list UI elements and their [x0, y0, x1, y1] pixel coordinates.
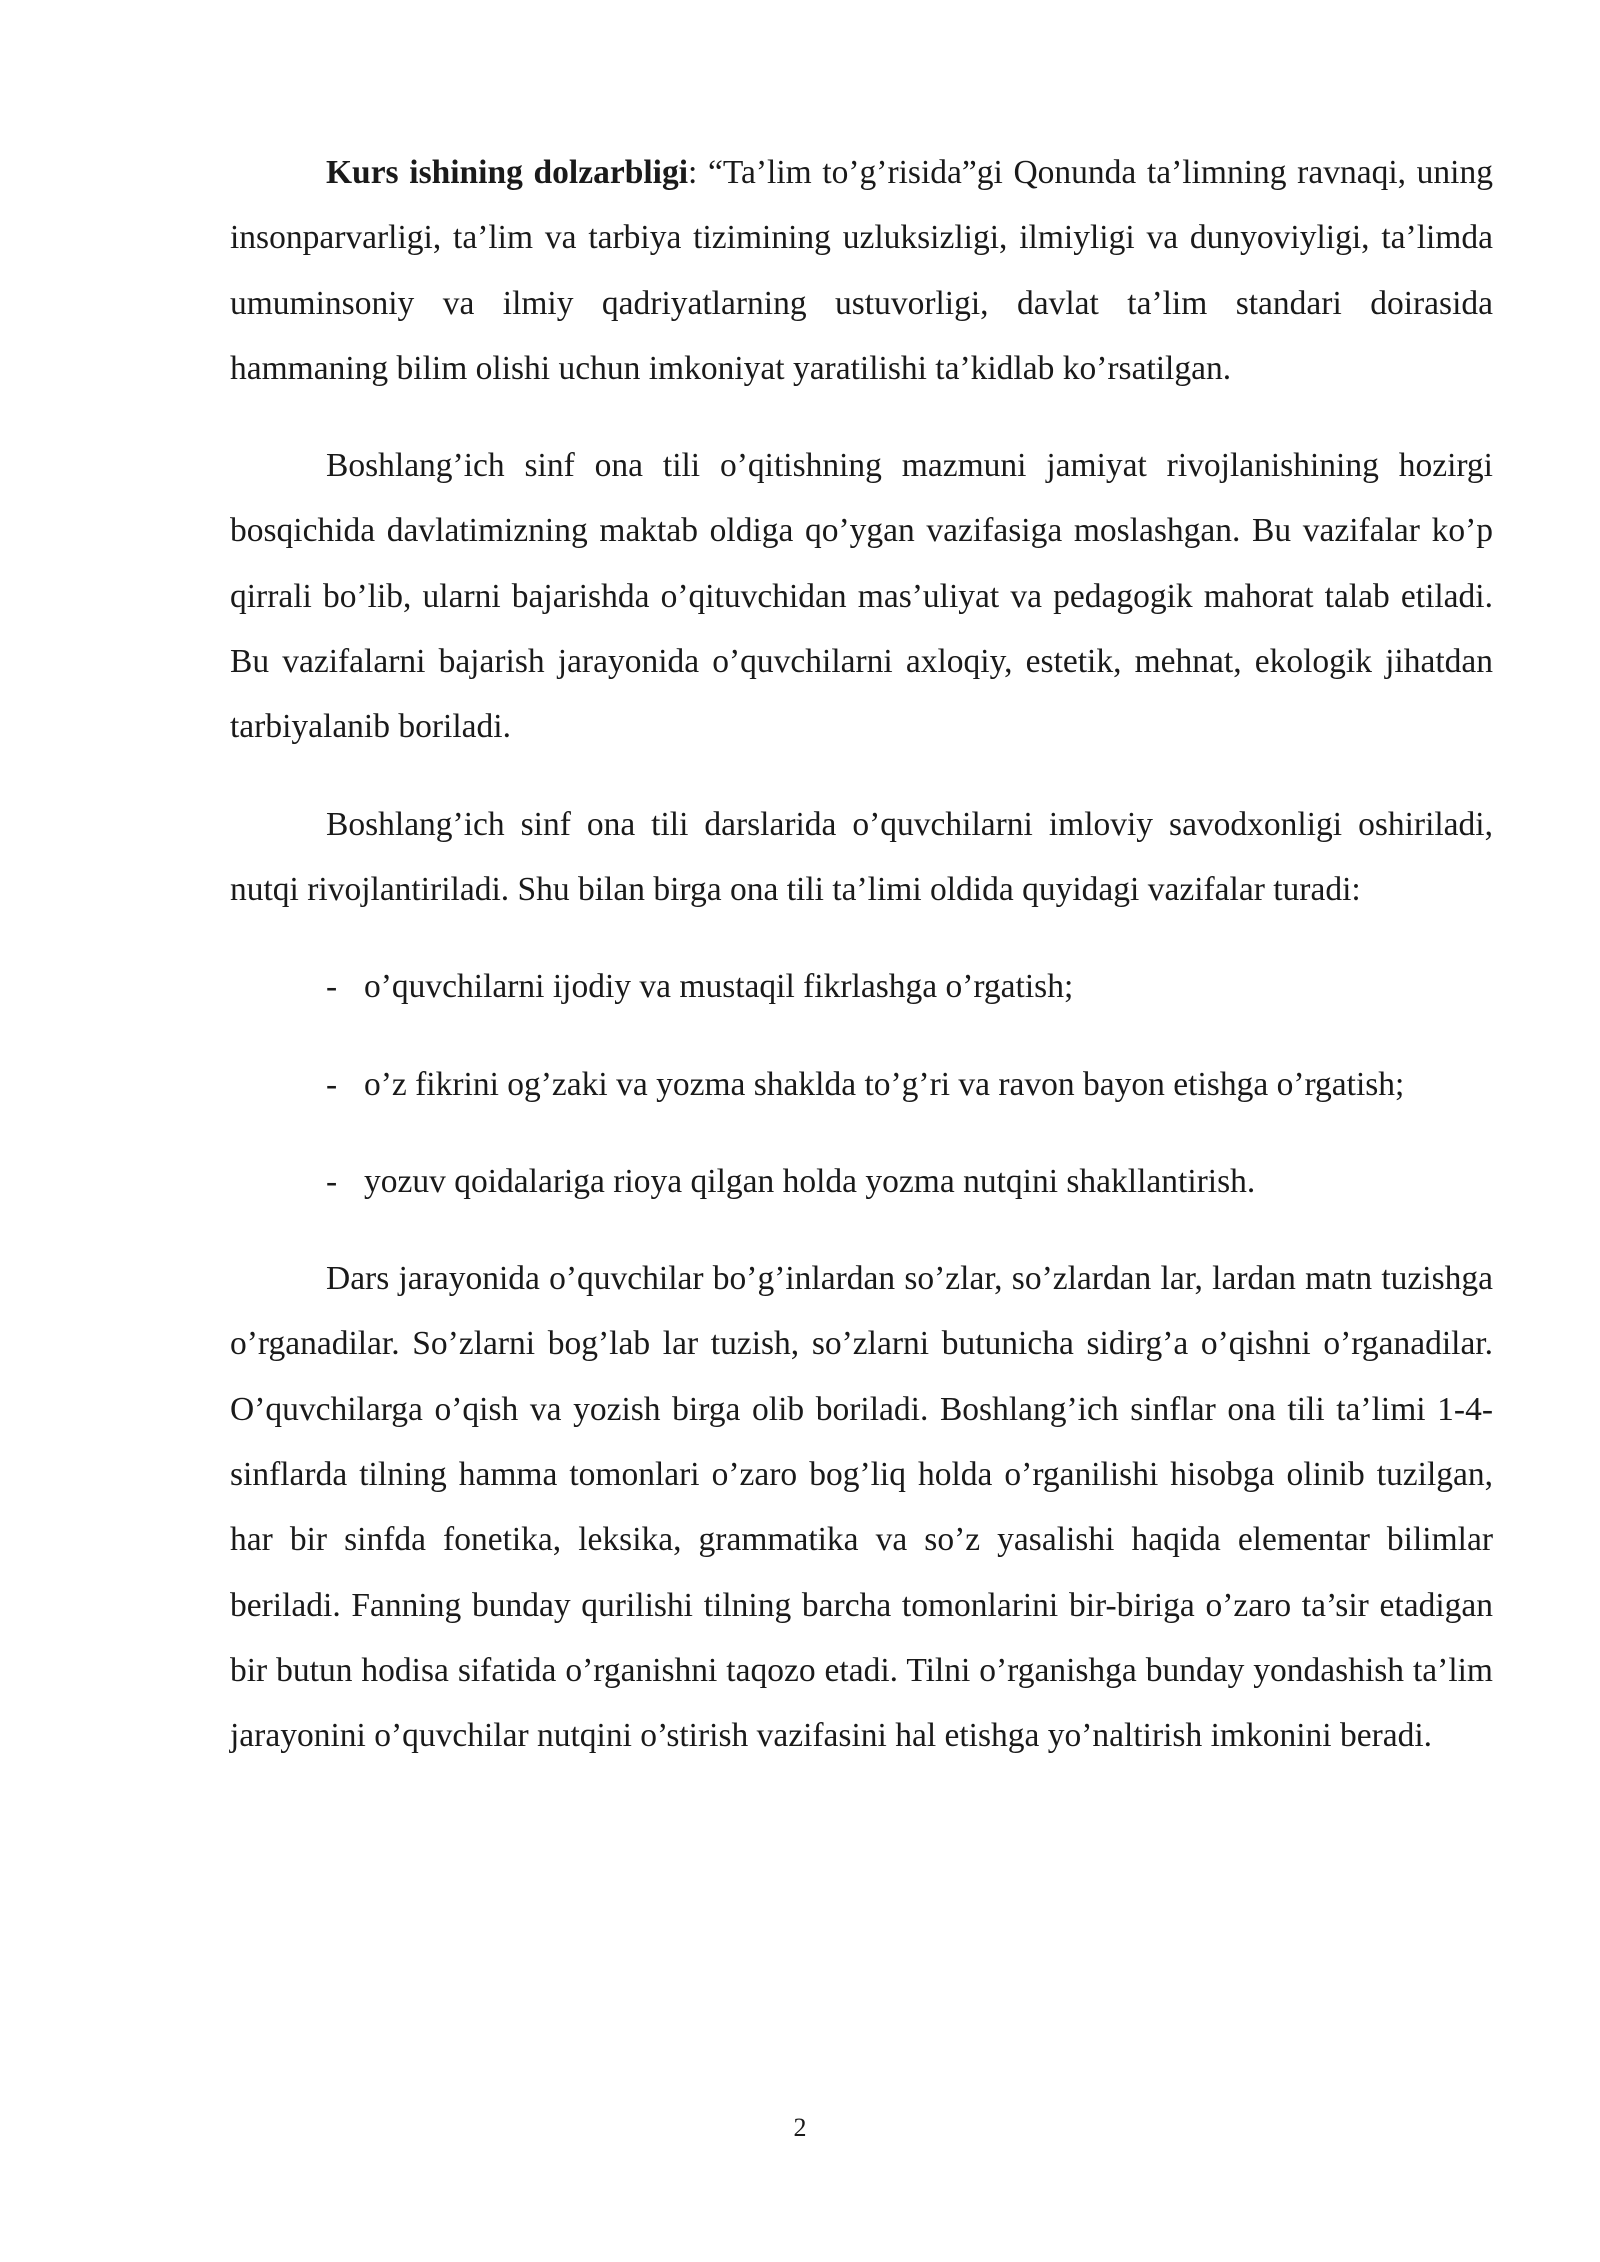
- relevance-text: : “Ta’lim to’g’risida”gi Qonunda ta’limning ravnaqi, uning insonparvarligi, ta’lim va tarbiya tizimining uzluksizligi, ilmiyligi va dunyoviyligi, ta’limda umuminsoniy va ilmiy qadriyatlarning ustuvorligi, davlat ta’lim standari doirasida hammaning bilim olishi uchun imkoniyat yaratilishi ta’kidlab ko’rsatilgan.: [230, 154, 1493, 387]
- paragraph-lesson-process: Dars jarayonida o’quvchilar bo’g’inlardan so’zlar, so’zlardan lar, lardan matn tuzishga o’rganadilar. So’zlarni bog’lab lar tuzish, so’zlarni butunicha sidirg’a o’qishni o’rganadilar. O’quvchilarga o’qish va yozish birga olib boriladi. Boshlang’ich sinflar ona tili ta’limi 1-4-sinflarda tilning hamma tomonlari o’zaro bog’liq holda o’rganilishi hisobga olinib tuzilgan, har bir sinfda fonetika, leksika, grammatika va so’z yasalishi haqida elementar bilimlar beriladi. Fanning bunday qurilishi tilning barcha tomonlarini bir-biriga o’zaro ta’sir etadigan bir butun hodisa sifatida o’rganishni taqozo etadi. Tilni o’rganishga bunday yondashish ta’lim jarayonini o’quvchilar nutqini o’stirish vazifasini hal etishga yo’naltirish imkonini beradi.: [230, 1260, 1493, 1755]
- bullet-text: o’quvchilarni ijodiy va mustaqil fikrlashga o’rgatish;: [364, 968, 1074, 1006]
- paragraph-tasks-intro: Boshlang’ich sinf ona tili darslarida o’quvchilarni imloviy savodxonligi oshiriladi, nutqi rivojlantiriladi. Shu bilan birga ona tili ta’limi oldida quyidagi vazifalar turadi:: [230, 805, 1493, 908]
- bullet-marker: -: [326, 968, 338, 1006]
- paragraph-relevance: [230, 140, 1493, 401]
- bullet-text: o’z fikrini og’zaki va yozma shaklda to’g’ri va ravon bayon etishga o’rgatish;: [364, 1065, 1405, 1103]
- relevance-heading: Kurs ishining dolzarbligi: [326, 154, 689, 191]
- bullet-item-1: [230, 954, 1493, 1019]
- paragraph-content: Boshlang’ich sinf ona tili o’qitishning mazmuni jamiyat rivojlanishining hozirgi bosqichida davlatimizning maktab oldiga qo’ygan vazifasiga moslashgan. Bu vazifalar ko’p qirrali bo’lib, ularni bajarishda o’qituvchidan mas’uliyat va pedagogik mahorat talab etiladi. Bu vazifalarni bajarish jarayonida o’quvchilarni axloqiy, estetik, mehnat, ekologik jihatdan tarbiyalanib boriladi.: [230, 447, 1493, 746]
- bullet-item-2: [230, 1052, 1493, 1117]
- bullet-marker: -: [326, 1065, 338, 1103]
- page-number: 2: [793, 2113, 807, 2142]
- document-body: [230, 140, 1493, 1801]
- bullet-marker: -: [326, 1162, 338, 1200]
- bullet-item-3: [230, 1149, 1493, 1214]
- bullet-text: yozuv qoidalariga rioya qilgan holda yozma nutqini shakllantirish.: [364, 1162, 1256, 1200]
